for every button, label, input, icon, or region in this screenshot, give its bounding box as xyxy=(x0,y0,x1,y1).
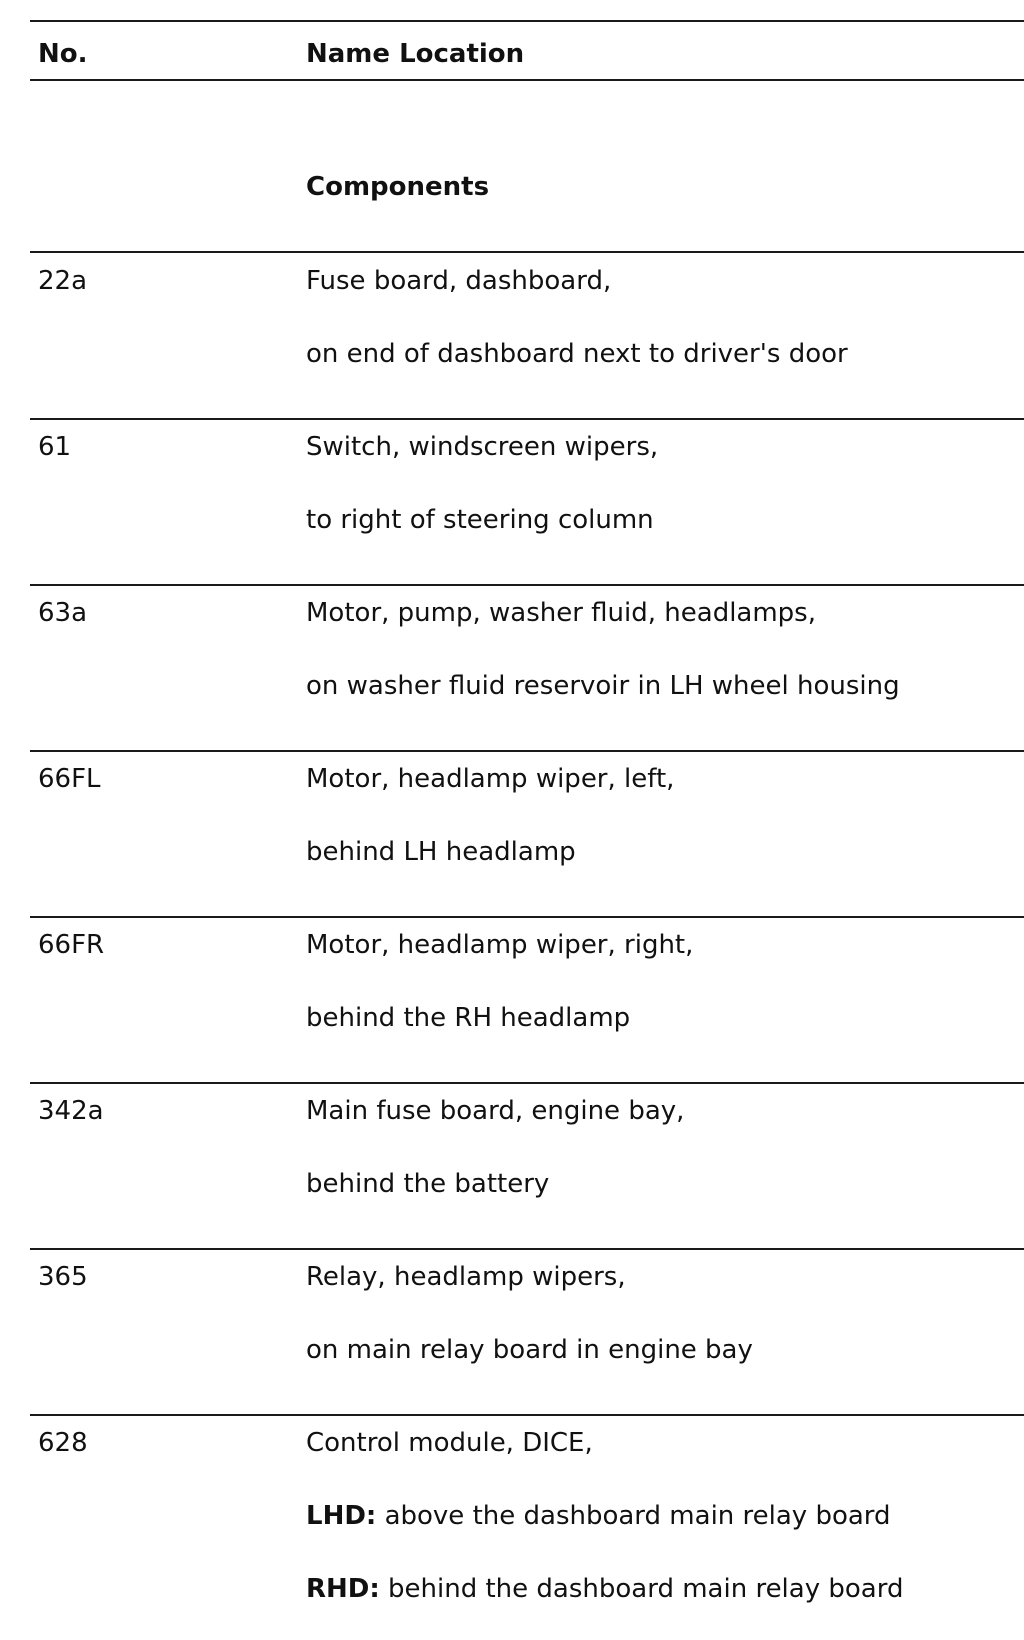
row-location: behind the battery xyxy=(306,1169,550,1199)
row-no: 22a xyxy=(38,266,88,296)
top-rule xyxy=(30,20,1024,22)
section-title: Components xyxy=(306,172,490,202)
section-rule xyxy=(30,251,1024,253)
rhd-text: behind the dashboard main relay board xyxy=(379,1574,904,1604)
row-name: Motor, headlamp wiper, right, xyxy=(306,930,694,960)
header-name-location: Name Location xyxy=(306,39,525,69)
header-rule xyxy=(30,79,1024,81)
row-no: 628 xyxy=(38,1428,88,1458)
row-rule xyxy=(30,1414,1024,1416)
row-location: to right of steering column xyxy=(306,505,654,535)
row-location: on washer fluid reservoir in LH wheel housing xyxy=(306,671,900,701)
rhd-prefix: RHD: xyxy=(306,1574,380,1604)
lhd-text: above the dashboard main relay board xyxy=(376,1501,891,1531)
row-no: 342a xyxy=(38,1096,104,1126)
row-location: on end of dashboard next to driver's door xyxy=(306,339,848,369)
row-rule xyxy=(30,1248,1024,1250)
row-rule xyxy=(30,1082,1024,1084)
row-no: 365 xyxy=(38,1262,88,1292)
row-name: Relay, headlamp wipers, xyxy=(306,1262,626,1292)
row-name: Fuse board, dashboard, xyxy=(306,266,612,296)
row-no: 66FL xyxy=(38,764,101,794)
row-location: behind LH headlamp xyxy=(306,837,576,867)
row-name: Motor, pump, washer fluid, headlamps, xyxy=(306,598,816,628)
row-no: 63a xyxy=(38,598,88,628)
row-no: 61 xyxy=(38,432,72,462)
row-no: 66FR xyxy=(38,930,105,960)
row-name: Motor, headlamp wiper, left, xyxy=(306,764,675,794)
row-location-lhd xyxy=(306,1500,891,1532)
row-rule xyxy=(30,750,1024,752)
row-name: Switch, windscreen wipers, xyxy=(306,432,659,462)
row-rule xyxy=(30,418,1024,420)
row-name: Control module, DICE, xyxy=(306,1428,593,1458)
row-rule xyxy=(30,584,1024,586)
row-rule xyxy=(30,916,1024,918)
lhd-prefix: LHD: xyxy=(306,1501,377,1531)
header-no: No. xyxy=(38,39,88,69)
row-location: behind the RH headlamp xyxy=(306,1003,631,1033)
row-location-rhd xyxy=(306,1573,903,1605)
row-name: Main fuse board, engine bay, xyxy=(306,1096,685,1126)
row-location: on main relay board in engine bay xyxy=(306,1335,753,1365)
